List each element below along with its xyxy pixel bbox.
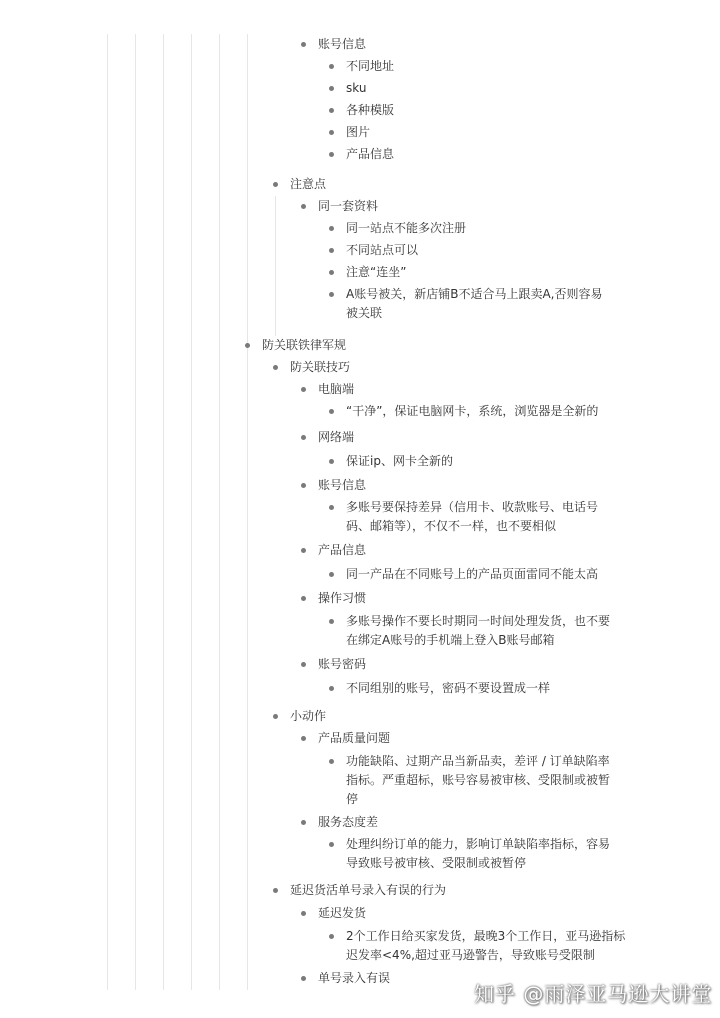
bullet-icon bbox=[301, 42, 306, 47]
bullet-icon bbox=[329, 459, 334, 464]
outline-item[interactable]: 处理纠纷订单的能力，影响订单缺陷率指标，容易 bbox=[346, 837, 611, 851]
outline-item-continuation: 迟发率<4%,超过亚马逊警告，导致账号受限制 bbox=[346, 948, 595, 962]
outline-item[interactable]: 单号录入有误 bbox=[318, 971, 391, 985]
bullet-icon bbox=[301, 548, 306, 553]
bullet-icon bbox=[329, 64, 334, 69]
outline-item[interactable]: A账号被关，新店铺B不适合马上跟卖A,否则容易 bbox=[346, 287, 603, 301]
bullet-icon bbox=[329, 108, 334, 113]
bullet-icon bbox=[301, 483, 306, 488]
bullet-icon bbox=[329, 130, 334, 135]
outline-item[interactable]: 服务态度差 bbox=[318, 815, 379, 829]
bullet-icon bbox=[329, 934, 334, 939]
indent-guide bbox=[275, 196, 276, 336]
bullet-icon bbox=[273, 714, 278, 719]
bullet-icon bbox=[329, 248, 334, 253]
bullet-icon bbox=[301, 596, 306, 601]
outline-item[interactable]: 同一站点不能多次注册 bbox=[346, 221, 467, 235]
bullet-icon bbox=[273, 888, 278, 893]
bullet-icon bbox=[245, 343, 250, 348]
outline-item[interactable]: 各种模版 bbox=[346, 103, 395, 117]
bullet-icon bbox=[301, 736, 306, 741]
outline-item[interactable]: 延迟货活单号录入有误的行为 bbox=[290, 883, 447, 897]
outline-item[interactable]: 注意“连坐” bbox=[346, 265, 407, 279]
outline-item[interactable]: 小动作 bbox=[290, 709, 327, 723]
outline-item[interactable]: 产品信息 bbox=[346, 147, 395, 161]
bullet-icon bbox=[329, 292, 334, 297]
bullet-icon bbox=[329, 619, 334, 624]
bullet-icon bbox=[329, 152, 334, 157]
bullet-icon bbox=[329, 572, 334, 577]
bullet-icon bbox=[301, 911, 306, 916]
outline-item[interactable]: 不同组别的账号，密码不要设置成一样 bbox=[346, 681, 551, 695]
bullet-icon bbox=[301, 820, 306, 825]
bullet-icon bbox=[273, 365, 278, 370]
outline-item[interactable]: 功能缺陷、过期产品当新品卖，差评 / 订单缺陷率 bbox=[346, 754, 610, 768]
outline-item[interactable]: “干净”，保证电脑网卡，系统，浏览器是全新的 bbox=[346, 404, 599, 418]
outline-item[interactable]: 不同地址 bbox=[346, 59, 395, 73]
bullet-icon bbox=[301, 204, 306, 209]
outline-item[interactable]: 图片 bbox=[346, 125, 371, 139]
outline-item[interactable]: 产品信息 bbox=[318, 543, 367, 557]
outline-item[interactable]: 不同站点可以 bbox=[346, 243, 419, 257]
outline-item[interactable]: 延迟发货 bbox=[318, 906, 367, 920]
outline-item[interactable]: 防关联技巧 bbox=[290, 360, 351, 374]
indent-guide bbox=[219, 34, 220, 990]
indent-guide bbox=[247, 34, 248, 990]
outline-item[interactable]: 防关联铁律军规 bbox=[262, 338, 347, 352]
outline-item[interactable]: 账号信息 bbox=[318, 478, 367, 492]
bullet-icon bbox=[329, 226, 334, 231]
outline-item[interactable]: 账号密码 bbox=[318, 657, 367, 671]
bullet-icon bbox=[301, 976, 306, 981]
outline-item[interactable]: 账号信息 bbox=[318, 37, 367, 51]
outline-item[interactable]: 操作习惯 bbox=[318, 591, 367, 605]
outline-item[interactable]: 2个工作日给买家发货，最晚3个工作日，亚马逊指标 bbox=[346, 929, 626, 943]
bullet-icon bbox=[273, 182, 278, 187]
outline-item-continuation: 导致账号被审核、受限制或被暂停 bbox=[346, 856, 527, 870]
watermark: 知乎 @雨泽亚马逊大讲堂 bbox=[474, 982, 713, 1006]
bullet-icon bbox=[329, 409, 334, 414]
bullet-icon bbox=[301, 662, 306, 667]
bullet-icon bbox=[329, 505, 334, 510]
outline-item[interactable]: 多账号要保持差异（信用卡、收款账号、电话号 bbox=[346, 500, 599, 514]
outline-item[interactable]: 多账号操作不要长时期同一时间处理发货，也不要 bbox=[346, 614, 611, 628]
outline-item-continuation: 停 bbox=[346, 792, 359, 806]
indent-guide bbox=[191, 34, 192, 990]
indent-guide bbox=[135, 34, 136, 990]
bullet-icon bbox=[329, 759, 334, 764]
outline-item-continuation: 被关联 bbox=[346, 306, 383, 320]
bullet-icon bbox=[329, 842, 334, 847]
outline-item[interactable]: 产品质量问题 bbox=[318, 731, 391, 745]
outline-item-continuation: 在绑定A账号的手机端上登入B账号邮箱 bbox=[346, 633, 555, 647]
outline-item[interactable]: 网络端 bbox=[318, 430, 355, 444]
outline-item-continuation: 指标。严重超标，账号容易被审核、受限制或被暂 bbox=[346, 773, 611, 787]
bullet-icon bbox=[301, 387, 306, 392]
outline-item[interactable]: 电脑端 bbox=[318, 382, 355, 396]
bullet-icon bbox=[329, 86, 334, 91]
outline-item[interactable]: sku bbox=[346, 81, 367, 95]
outline-item[interactable]: 同一套资料 bbox=[318, 199, 379, 213]
indent-guide bbox=[107, 34, 108, 990]
outline-item[interactable]: 注意点 bbox=[290, 177, 327, 191]
bullet-icon bbox=[329, 686, 334, 691]
bullet-icon bbox=[329, 270, 334, 275]
outline-item-continuation: 码、邮箱等），不仅不一样，也不要相似 bbox=[346, 519, 557, 533]
bullet-icon bbox=[301, 435, 306, 440]
outline-item[interactable]: 同一产品在不同账号上的产品页面雷同不能太高 bbox=[346, 567, 599, 581]
outline-item[interactable]: 保证ip、网卡全新的 bbox=[346, 454, 453, 468]
indent-guide bbox=[163, 34, 164, 990]
